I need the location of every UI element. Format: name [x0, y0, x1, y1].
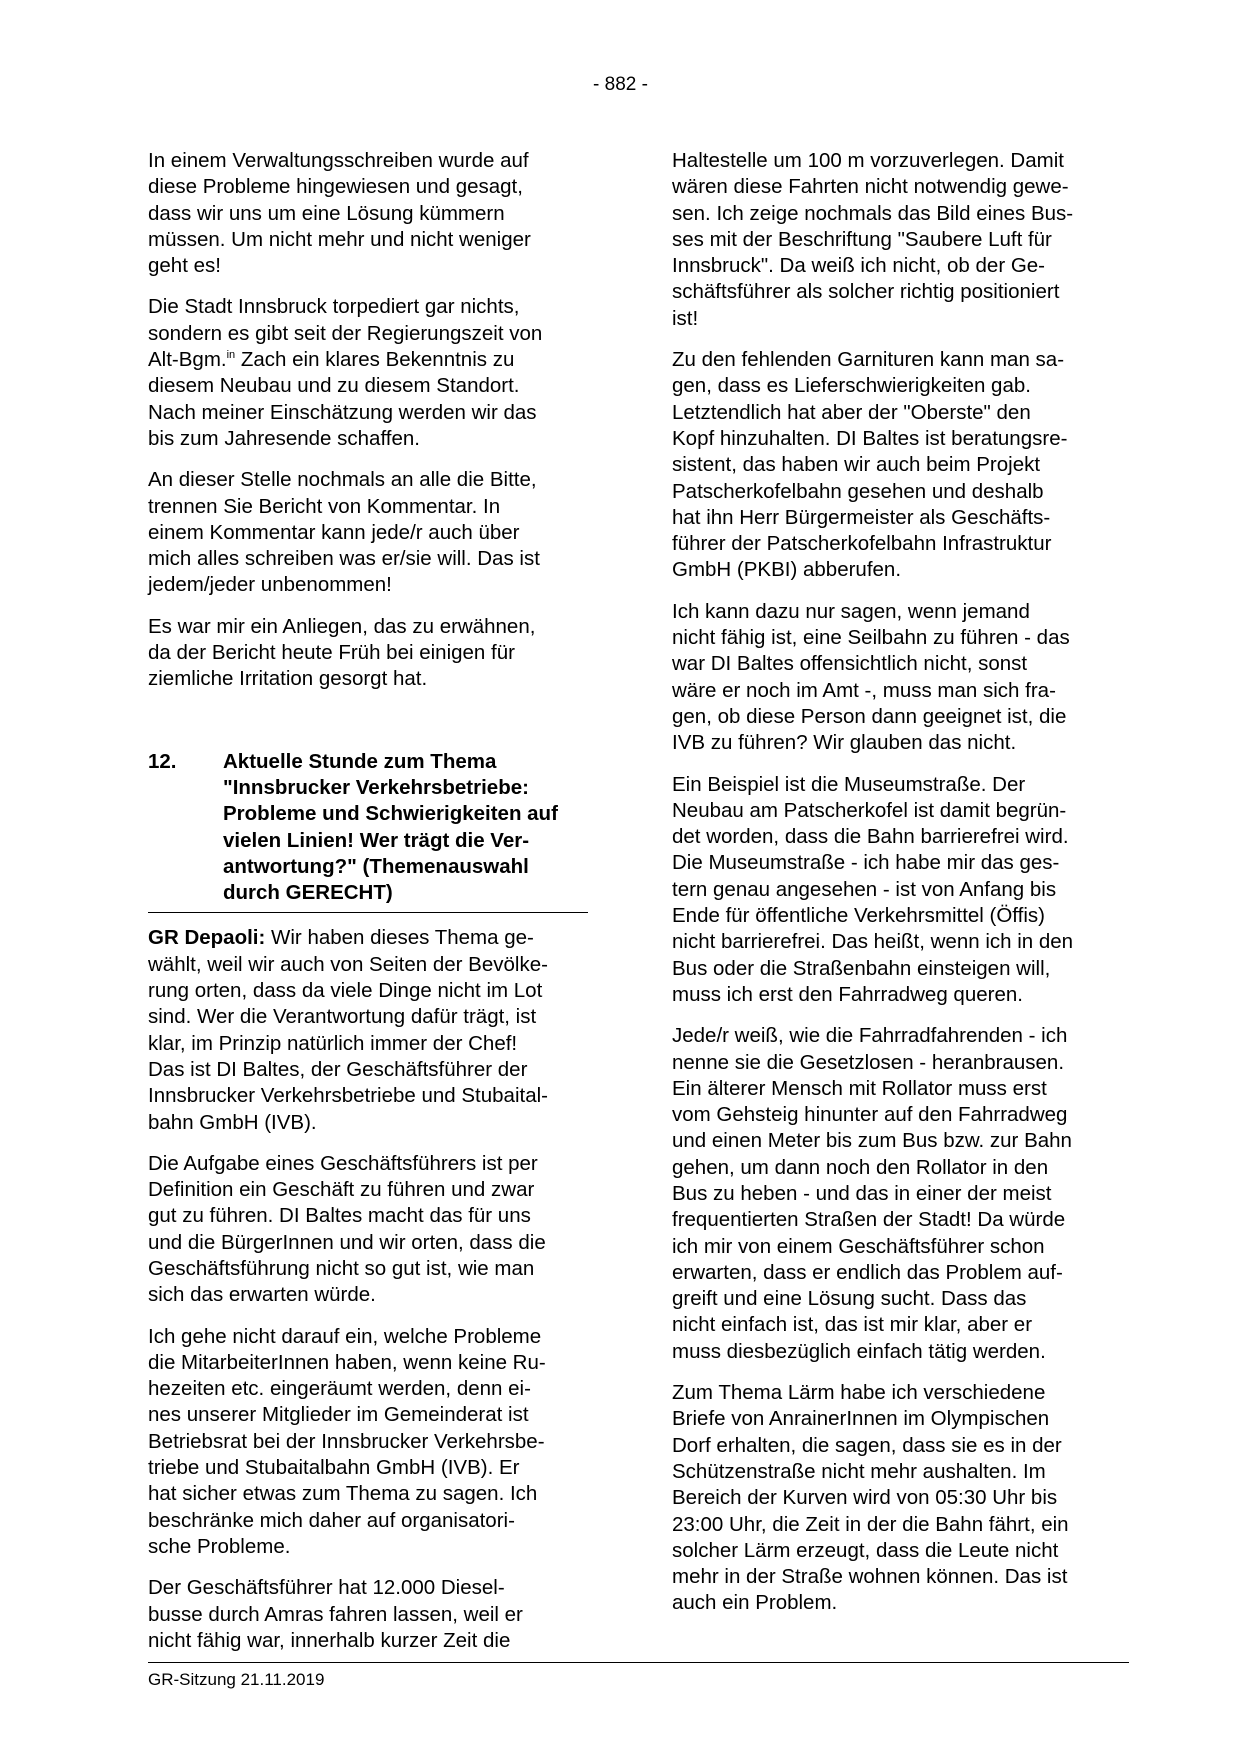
- paragraph-text: In einem Verwaltungsschreiben wurde auf diese Probleme hingewiesen und gesagt, dass wir uns um eine Lösung kümmern müssen. Um nicht mehr und nicht weniger geht es!: [148, 149, 531, 278]
- paragraph-text: Es war mir ein Anliegen, das zu erwähnen, da der Bericht heute Früh bei einigen für ziemliche Irritation gesorgt hat.: [148, 614, 536, 691]
- paragraph-text: Haltestelle um 100 m vorzuverlegen. Damit wären diese Fahrten nicht notwendig gewe- sen. Ich zeige nochmals das Bild eines Bus- ses mit der Beschriftung "Saubere Luft für Innsbruck". Da weiß ich nicht, ob der Ge- schäftsführer als solcher richtig positioniert ist!: [672, 149, 1074, 330]
- paragraph: [672, 148, 1120, 332]
- paragraph-text: Wir haben dieses Thema ge- wählt, weil wir auch von Seiten der Bevölke- rung orten, dass da viele Dinge nicht im Lot sind. Wer die Verantwortung dafür trägt, ist klar, im Prinzip natürlich immer der Chef! Das ist DI Baltes, der Geschäftsführer der Innsbrucker Verkehrsbetriebe und Stubaital- bahn GmbH (IVB).: [148, 926, 548, 1134]
- paragraph-text: Jede/r weiß, wie die Fahrradfahrenden - ich nenne sie die Gesetzlosen - heranbrausen. Ein älterer Mensch mit Rollator muss erst vom Gehsteig hinunter auf den Fahrradweg und einen Meter bis zum Bus bzw. zur Bahn gehen, um dann noch den Rollator in den Bus zu heben - und das in einer der meist frequentierten Straßen der Stadt! Da würde ich mir von einem Geschäftsführer schon erwarten, dass er endlich das Problem auf- greift und eine Lösung sucht. Dass das nicht einfach ist, das ist mir klar, aber er muss diesbezüglich einfach tätig werden.: [672, 1024, 1072, 1363]
- paragraph-text: An dieser Stelle nochmals an alle die Bitte, trennen Sie Bericht von Kommentar. In einem Kommentar kann jede/r auch über mich alles schreiben was er/sie will. Das ist jedem/jeder unbenommen!: [148, 468, 540, 597]
- paragraph: [672, 772, 1120, 1009]
- paragraph-text: Zach ein klares Bekenntnis zu diesem Neubau und zu diesem Standort. Nach meiner Einschätzung werden wir das bis zum Jahresende schaffen.: [148, 348, 537, 450]
- paragraph: [148, 1324, 588, 1561]
- paragraph: [672, 347, 1120, 584]
- paragraph-text: Der Geschäftsführer hat 12.000 Diesel- busse durch Amras fahren lassen, weil er nicht fähig war, innerhalb kurzer Zeit die: [148, 1576, 523, 1652]
- section-title: Aktuelle Stunde zum Thema "Innsbrucker Verkehrsbetriebe: Probleme und Schwierigkeiten auf vielen Linien! Wer trägt die Ver- antwortung?" (Themenauswahl durch GERECHT): [223, 749, 558, 905]
- paragraph: [148, 294, 588, 452]
- paragraph-text: Ein Beispiel ist die Museumstraße. Der Neubau am Patscherkofel ist damit begrün- det worden, dass die Bahn barrierefrei wird. Die Museumstraße - ich habe mir das ges- tern genau angesehen - ist von Anfang bis Ende für öffentliche Verkehrsmittel (Öffis) nicht barrierefrei. Das heißt, wenn ich in den Bus oder die Straßenbahn einsteigen will, muss ich erst den Fahrradweg queren.: [672, 772, 1074, 1006]
- paragraph: [148, 1151, 588, 1309]
- paragraph: [148, 1575, 588, 1654]
- paragraph-text: Ich kann dazu nur sagen, wenn jemand nicht fähig ist, eine Seilbahn zu führen - das war DI Baltes offensichtlich nicht, sonst wäre er noch im Amt -, muss man sich fra- gen, ob diese Person dann geeignet ist, die IVB zu führen? Wir glauben das nicht.: [672, 599, 1070, 755]
- section-heading: [148, 749, 588, 914]
- paragraph: [148, 614, 588, 693]
- paragraph-text: Zu den fehlenden Garnituren kann man sa- gen, dass es Lieferschwierigkeiten gab. Letztendlich hat aber der "Oberste" den Kopf hinzuhalten. DI Baltes ist beratungsre- sistent, das haben wir auch beim Projekt Patscherkofelbahn gesehen und deshalb hat ihn Herr Bürgermeister als Geschäfts- führer der Patscherkofelbahn Infrastruktur GmbH (PKBI) abberufen.: [672, 348, 1068, 582]
- speaker-name: GR Depaoli:: [148, 926, 266, 950]
- paragraph: [672, 599, 1120, 757]
- right-column: [672, 148, 1120, 1632]
- section-number: 12.: [148, 749, 177, 773]
- paragraph: [148, 925, 588, 1135]
- left-column: [148, 148, 588, 1669]
- paragraph-text: Ich gehe nicht darauf ein, welche Probleme die MitarbeiterInnen haben, wenn keine Ru- hezeiten etc. eingeräumt werden, denn ei- nes unserer Mitglieder im Gemeinderat ist Betriebsrat bei der Innsbrucker Verkehrsbe- triebe und Stubaitalbahn GmbH (IVB). Er hat sicher etwas zum Thema zu sagen. Ich beschränke mich daher auf organisatori- sche Probleme.: [148, 1324, 546, 1558]
- superscript: in: [226, 349, 236, 362]
- paragraph-text: Die Stadt Innsbruck torpediert gar nichts, sondern es gibt seit der Regierungszeit von Alt-Bgm.: [148, 295, 543, 372]
- paragraph: [672, 1380, 1120, 1617]
- paragraph-text: Die Aufgabe eines Geschäftsführers ist per Definition ein Geschäft zu führen und zwar gut zu führen. DI Baltes macht das für uns und die BürgerInnen und wir orten, dass die Geschäftsführung nicht so gut ist, wie man sich das erwarten würde.: [148, 1151, 546, 1307]
- footer-divider: [148, 1662, 1129, 1663]
- page-number: - 882 -: [593, 74, 648, 95]
- paragraph: [148, 148, 588, 279]
- paragraph: [672, 1023, 1120, 1365]
- paragraph-text: Zum Thema Lärm habe ich verschiedene Briefe von AnrainerInnen im Olympischen Dorf erhalten, die sagen, dass sie es in der Schützenstraße nicht mehr aushalten. Im Bereich der Kurven wird von 05:30 Uhr bis 23:00 Uhr, die Zeit in der die Bahn fährt, ein solcher Lärm erzeugt, dass die Leute nicht mehr in der Straße wohnen können. Das ist auch ein Problem.: [672, 1381, 1069, 1615]
- paragraph: [148, 467, 588, 598]
- footer-session-date: GR-Sitzung 21.11.2019: [148, 1670, 325, 1689]
